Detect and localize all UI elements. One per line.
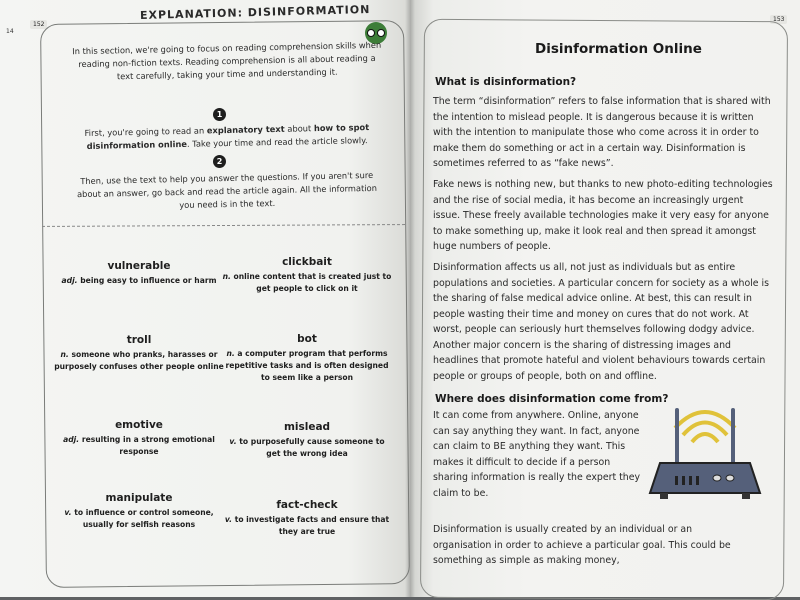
vocab-definition: adj. resulting in a strong emotional response <box>63 435 215 456</box>
vocab-card <box>222 421 392 460</box>
vocab-word: mislead <box>283 421 331 433</box>
vocab-card <box>54 260 224 287</box>
vocab-definition: v. to investigate facts and ensure that they are true <box>224 515 390 536</box>
router-wifi-illustration <box>645 398 765 508</box>
vocab-word: bot <box>297 333 317 345</box>
left-page-number: 152 <box>30 20 47 29</box>
vocab-definition: v. to influence or control someone, usually for selfish reasons <box>64 508 214 529</box>
step-2-text: Then, use the text to help you answer the questions. If you aren't sure about an answer, go back and read the article again. All the information you need is in the text. <box>76 169 378 211</box>
article-paragraph: It can come from anywhere. Online, anyone can say anything they want. In fact, anyone can claim to BE anything they want. This makes it difficult to decide if a person sharing information is really the expert they claim to be. <box>433 410 641 499</box>
page-header: EXPLANATION: DISINFORMATION <box>139 2 371 23</box>
vocab-definition: n. someone who pranks, harasses or purposely confuses other people online <box>54 350 224 371</box>
vocab-definition: v. to purposefully cause someone to get the wrong idea <box>229 437 385 458</box>
vocab-word: clickbait <box>282 256 332 268</box>
vocab-word: fact-check <box>276 499 338 511</box>
right-page-number: 153 <box>770 15 787 24</box>
vocab-word: troll <box>126 334 152 346</box>
article-paragraph: Disinformation affects us all, not just as individuals but as entire populations and societies. A particular concern for society as a whole is the sharing of false medical advice online. At best, this can result in people wasting their time and money on cures that do not work. At worst, people can seriously hurt themselves following dodgy advice. Another major concern is the sharing of distressing images and headlines that promote hateful and violent behaviours towards certain people or groups of people, both on and offline. <box>433 262 770 382</box>
vocab-card <box>54 419 224 458</box>
step-1-text: First, you're going to read an explanatory text about how to spot disinformation online. Take your time and read the article slowly. <box>84 122 370 151</box>
vocab-card <box>222 499 392 538</box>
vocab-card <box>54 334 224 373</box>
vocab-definition: n. online content that is created just to get people to click on it <box>222 272 392 293</box>
vocab-card <box>54 492 224 531</box>
vocab-card <box>222 333 392 384</box>
section-heading: Where does disinformation come from? <box>435 393 669 405</box>
step-1-badge: 1 <box>213 108 226 121</box>
vocab-word: emotive <box>115 419 163 431</box>
article-paragraph: Disinformation is usually created by an individual or an organisation in order to achieve a particular goal. This could be something as simple as making money, <box>433 524 731 566</box>
article-paragraph: The term “disinformation” refers to false information that is shared with the intention to mislead people. It is dangerous because it is written with the intention to manipulate those who come across it in order to make them do something or act in a certain way. Disinformation is sometimes referred to as “fake news”. <box>433 96 771 169</box>
article-title: Disinformation Online <box>535 41 702 57</box>
intro-text: In this section, we're going to focus on reading comprehension skills when reading non-fiction texts. Reading comprehension is all about reading a text carefully, taking your time and understanding it. <box>72 39 382 82</box>
article-paragraph: Fake news is nothing new, but thanks to new photo-editing technologies and the rise of social media, it has become an increasingly urgent issue. These freely available technologies make it very easy for anyone to make something up, make it look real and then spread it amongst huge numbers of people. <box>433 179 773 252</box>
vocab-definition: adj. being easy to influence or harm <box>61 276 217 285</box>
vocab-definition: n. a computer program that performs repetitive tasks and is often designed to seem like a person <box>225 349 389 382</box>
chapter-tab: 14 <box>6 28 14 35</box>
vocab-word: vulnerable <box>107 260 171 272</box>
vocab-word: manipulate <box>105 492 173 504</box>
step-2-badge: 2 <box>213 155 226 168</box>
vocab-card <box>222 256 392 295</box>
section-heading: What is disinformation? <box>435 76 577 88</box>
